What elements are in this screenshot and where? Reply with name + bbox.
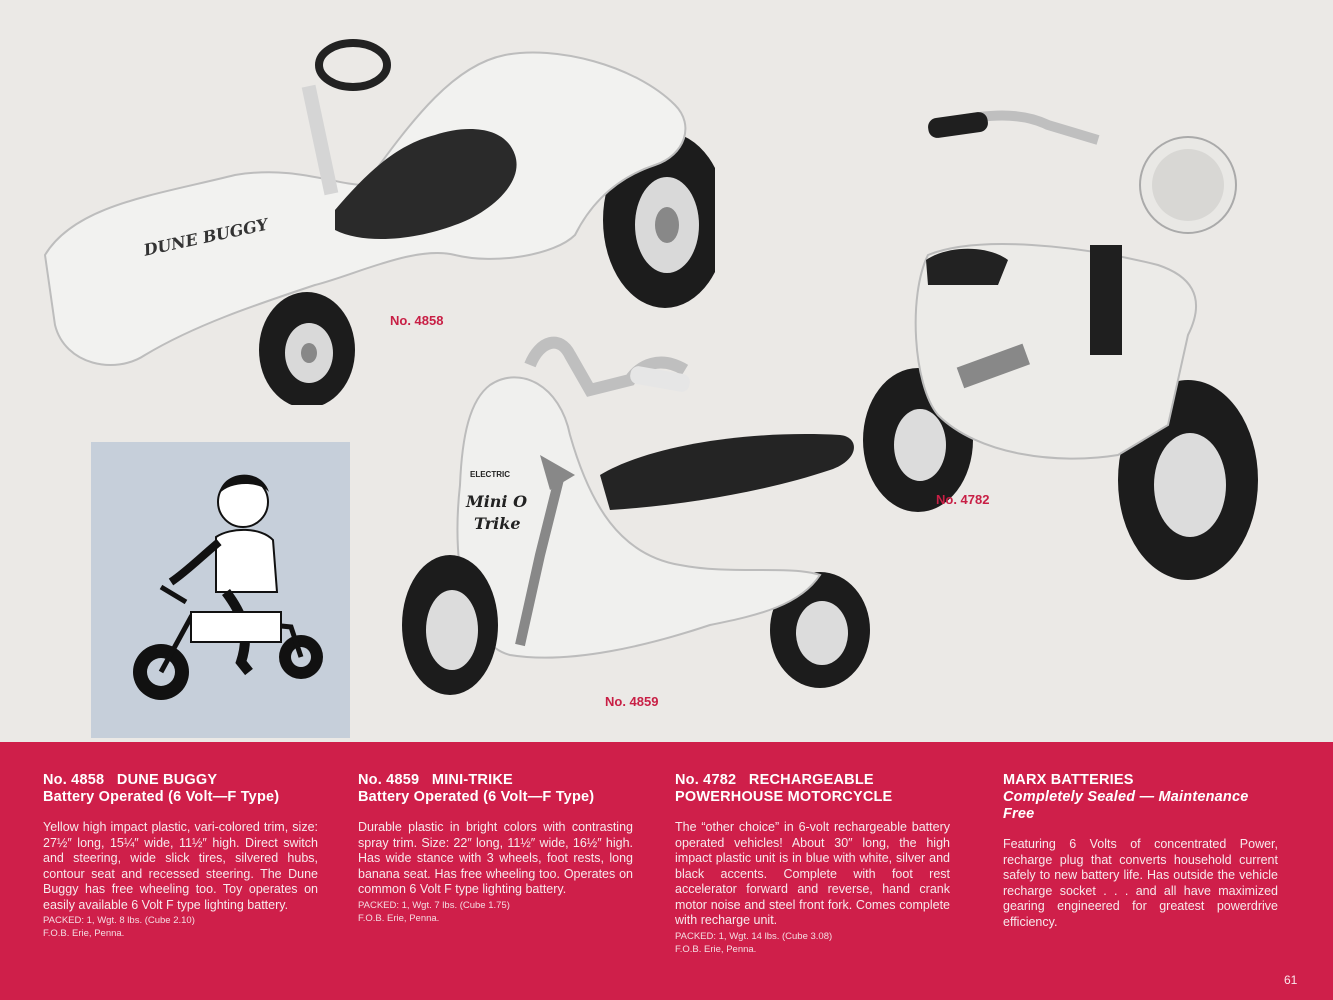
page-number: 61 xyxy=(1284,973,1298,987)
boy-illustration xyxy=(91,442,350,738)
product-heading: MARX BATTERIES xyxy=(1003,772,1134,788)
product-heading: No. 4858 DUNE BUGGY xyxy=(43,772,218,788)
mini-trike-decal-2: Mini O xyxy=(466,492,528,511)
packing-info: PACKED: 1, Wgt. 14 lbs. (Cube 3.08) xyxy=(675,930,833,942)
motorcycle-photo xyxy=(858,95,1258,585)
mini-trike-photo xyxy=(390,325,890,705)
product-subheading: Battery Operated (6 Volt—F Type) xyxy=(358,789,595,805)
fob-info: F.O.B. Erie, Penna. xyxy=(358,912,440,924)
product-description: Yellow high impact plastic, vari-colored trim, size: 27½″ long, 15¼″ wide, 11½″ high. Direct switch and steering, wide slick tires, silvered hubs, contour seat and recessed steering. The Dune Buggy has free wheeling too. Toy operates on easily available 6 Volt F type lighting battery. xyxy=(43,820,318,912)
mini-trike-caption: No. 4859 xyxy=(605,694,659,709)
product-heading: No. 4782 RECHARGEABLE xyxy=(675,772,874,788)
product-subheading: Completely Sealed — Maintenance Free xyxy=(1003,789,1249,822)
product-subheading: Battery Operated (6 Volt—F Type) xyxy=(43,789,280,805)
product-description: Featuring 6 Volts of concentrated Power, recharge plug that converts household current safely to new battery life. Has outside the vehicle recharge socket . . . and all have maximized gearing engineered for greatest powerdrive efficiency. xyxy=(1003,837,1278,929)
product-description: The “other choice” in 6-volt rechargeable battery operated vehicles! About 30″ long, the high impact plastic unit is in blue with white, silver and black accents. Complete with foot rest accelerator forward and reverse, hand crank motor noise and steel front fork. Comes complete with recharge unit. xyxy=(675,820,950,927)
mini-trike-decal-3: Trike xyxy=(474,514,521,533)
packing-info: PACKED: 1, Wgt. 8 lbs. (Cube 2.10) xyxy=(43,915,195,926)
fob-info: F.O.B. Erie, Penna. xyxy=(43,928,125,939)
motorcycle-caption: No. 4782 xyxy=(936,492,990,507)
marx-batteries-column xyxy=(1003,772,1278,930)
product-subheading: POWERHOUSE MOTORCYCLE xyxy=(675,789,893,805)
dune-buggy-caption: No. 4858 xyxy=(390,313,444,328)
dune-buggy-decal: DUNE BUGGY xyxy=(142,214,270,260)
fob-info: F.O.B. Erie, Penna. xyxy=(675,943,757,955)
packing-info: PACKED: 1, Wgt. 7 lbs. (Cube 1.75) xyxy=(358,899,510,911)
product-column-4859 xyxy=(358,772,633,924)
product-column-4782 xyxy=(675,772,950,955)
product-heading: No. 4859 MINI-TRIKE xyxy=(358,772,513,788)
product-description: Durable plastic in bright colors with contrasting spray trim. Size: 22″ long, 11½″ wide, 16½″ high. Has wide stance with 3 wheels, foot rests, long banana seat. Has free wheeling too. Operates on common 6 Volt F type lighting battery. xyxy=(358,820,633,896)
mini-trike-decal-1: ELECTRIC xyxy=(470,470,510,479)
product-column-4858 xyxy=(43,772,318,939)
